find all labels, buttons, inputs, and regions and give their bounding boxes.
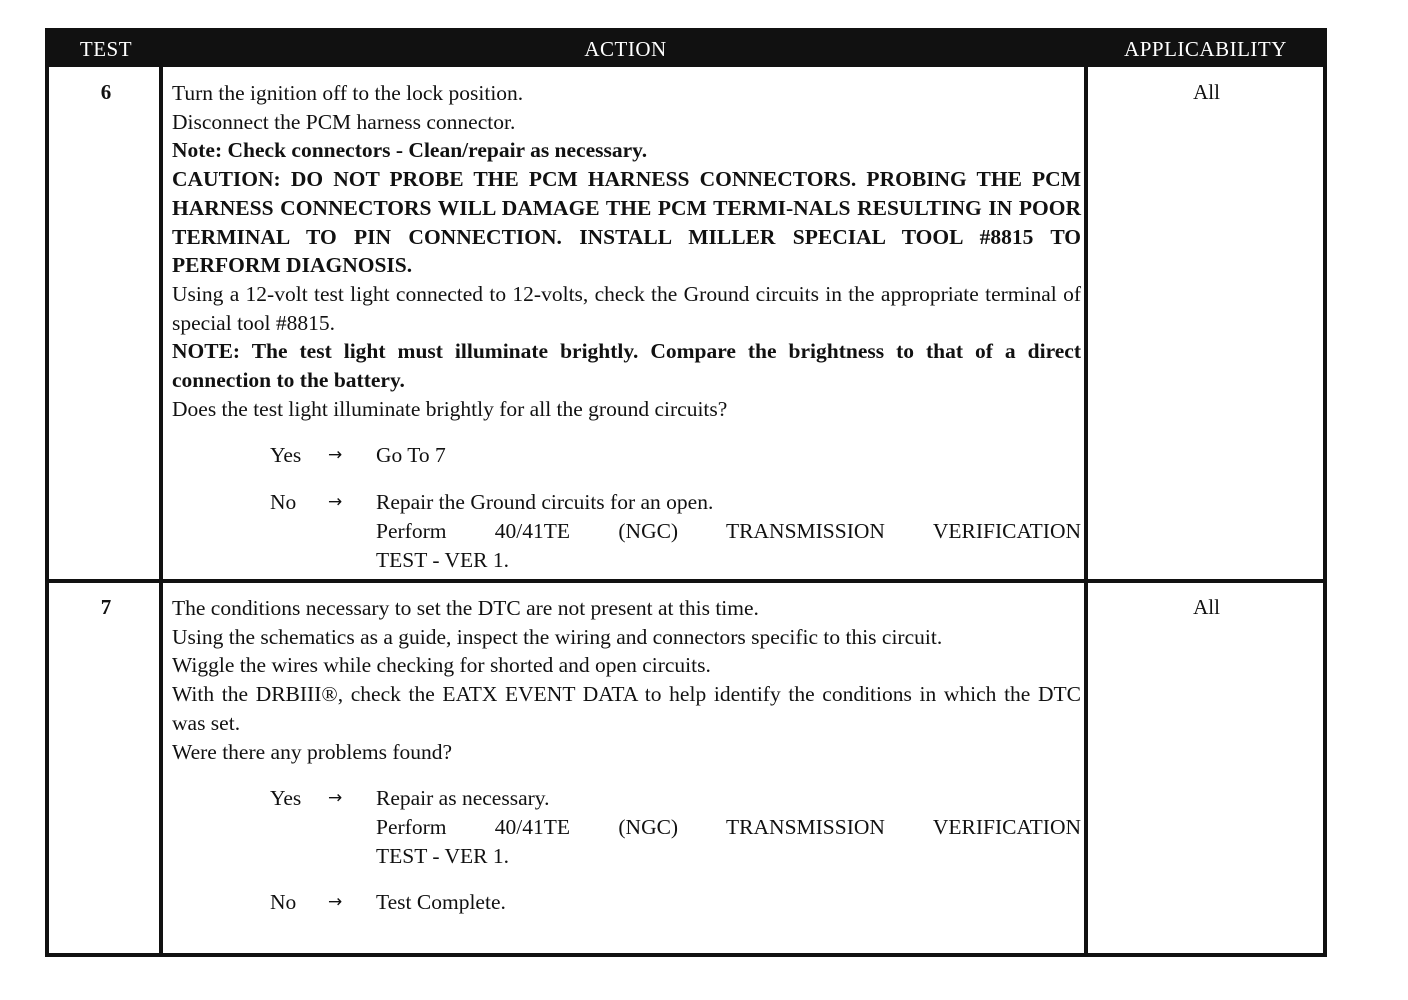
right-arrow-icon: → [328, 492, 343, 513]
answer-line: Perform 40/41TE (NGC) TRANSMISSION VERIFICATION [376, 518, 1081, 543]
answer-label: No [270, 490, 297, 515]
answer-label: No [270, 890, 297, 915]
action-line: Using a 12-volt test light connected to 12-volts, check the Ground circuits in the appropriate terminal of special tool #8815. [172, 281, 1081, 335]
answer-line: Repair the Ground circuits for an open. [376, 490, 714, 515]
action-line: The conditions necessary to set the DTC are not present at this time. [172, 596, 759, 620]
action-line: Wiggle the wires while checking for shorted and open circuits. [172, 653, 711, 678]
applicability-value: All [1193, 80, 1220, 104]
answer-text [376, 441, 1081, 470]
answer-line: Go To 7 [376, 443, 446, 468]
answer-no [172, 488, 1081, 574]
action-caution: CAUTION: DO NOT PROBE THE PCM HARNESS CONNECTORS. PROBING THE PCM HARNESS CONNECTORS WILL DAMAGE THE PCM TERMI-NALS RESULTING IN POOR TERMINAL TO PIN CONNECTION. INSTALL MILLER SPECIAL TOOL #8815 TO PERFORM DIAGNOSIS. [172, 167, 1081, 278]
answer-label: Yes [270, 786, 302, 811]
table-row [49, 67, 1323, 579]
answer-line: Repair as necessary. [376, 786, 550, 811]
answer-yes [172, 784, 1081, 870]
answer-line: Test Complete. [376, 890, 506, 915]
answer-line: Perform 40/41TE (NGC) TRANSMISSION VERIFICATION [376, 814, 1081, 839]
action-line: Disconnect the PCM harness connector. [172, 109, 516, 134]
table-row [49, 583, 1323, 953]
test-number: 6 [100, 80, 112, 104]
header-test: TEST [79, 37, 133, 61]
right-arrow-icon: → [328, 445, 343, 466]
answer-yes [172, 441, 1081, 470]
answer-line: TEST - VER 1. [376, 843, 509, 868]
action-note: Note: Check connectors - Clean/repair as necessary. [172, 138, 648, 163]
action-question: Were there any problems found? [172, 739, 453, 764]
answer-text [376, 888, 1081, 917]
action-cell [172, 79, 1081, 574]
action-line: With the DRBIII®, check the EATX EVENT DATA to help identify the conditions in which the DTC was set. [172, 682, 1081, 735]
diagnostic-table [45, 28, 1327, 957]
right-arrow-icon: → [328, 892, 343, 913]
right-arrow-icon: → [328, 788, 343, 809]
test-number: 7 [100, 595, 112, 619]
answer-list [172, 784, 1081, 917]
header-applicability: APPLICABILITY [1124, 37, 1287, 61]
table-header [49, 32, 1323, 67]
answer-list [172, 441, 1081, 574]
applicability-value: All [1193, 595, 1220, 619]
action-question: Does the test light illuminate brightly for all the ground circuits? [172, 396, 728, 421]
header-action: ACTION [584, 37, 667, 61]
answer-text [376, 784, 1081, 870]
action-cell [172, 594, 1081, 917]
answer-no [172, 888, 1081, 917]
answer-text [376, 488, 1081, 574]
answer-label: Yes [270, 443, 302, 468]
action-note: NOTE: The test light must illuminate brightly. Compare the brightness to that of a direct connection to the battery. [172, 339, 1081, 393]
answer-line: TEST - VER 1. [376, 547, 509, 572]
action-line: Turn the ignition off to the lock position. [172, 81, 524, 105]
action-line: Using the schematics as a guide, inspect the wiring and connectors specific to this circuit. [172, 624, 943, 649]
